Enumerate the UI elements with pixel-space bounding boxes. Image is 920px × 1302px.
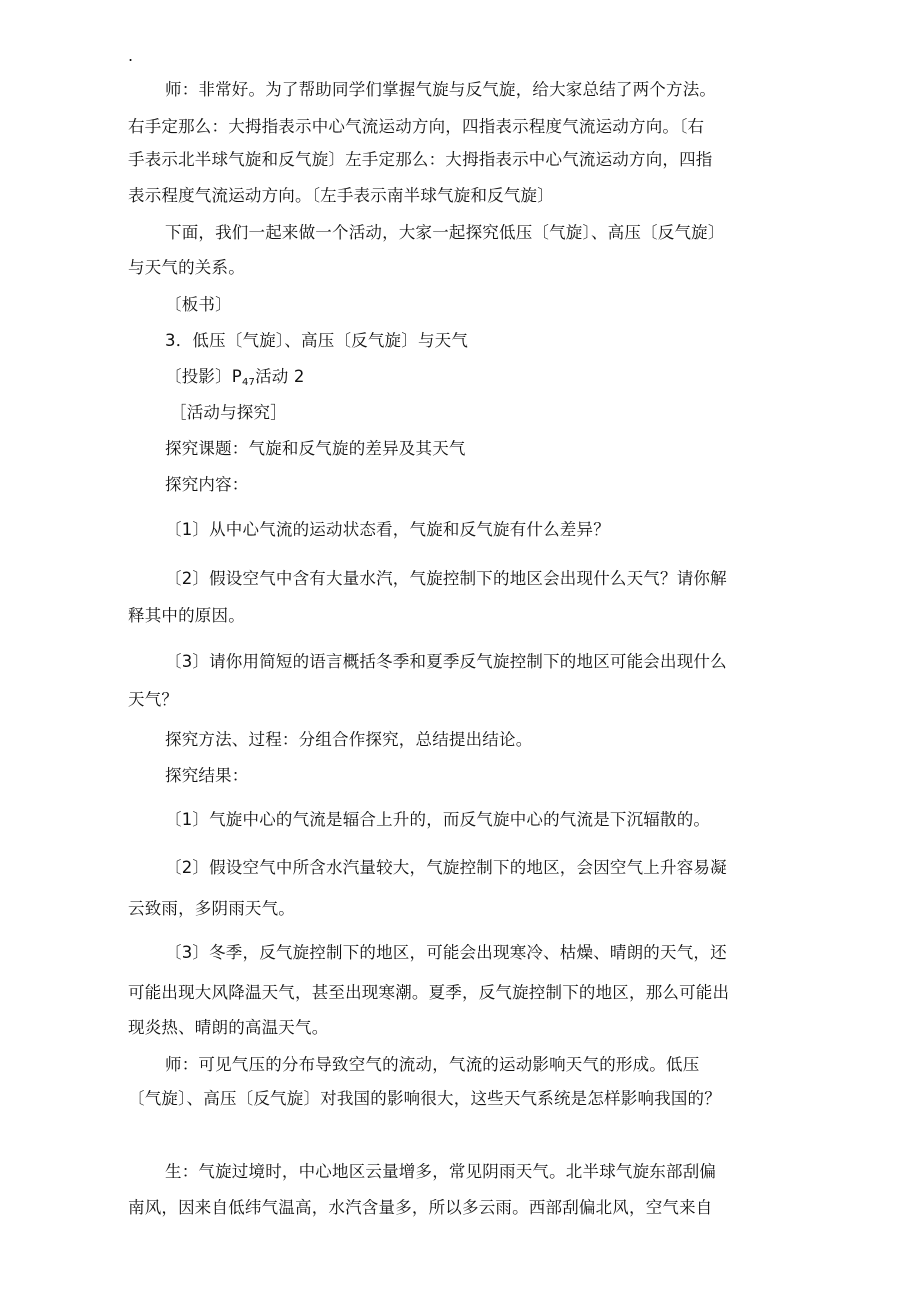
text-line: 〔气旋〕、高压〔反气旋〕对我国的影响很大，这些天气系统是怎样影响我国的？: [128, 1089, 721, 1108]
projection-activity: 活动 2: [255, 367, 305, 386]
text-line: 探究结果：: [165, 766, 249, 785]
result-item: 〔2〕假设空气中所含水汽量较大，气旋控制下的地区，会因空气上升容易凝: [165, 858, 727, 877]
text-line: 右手定那么：大拇指表示中心气流运动方向，四指表示程度气流运动方向。〔右: [128, 117, 705, 136]
text-line: 可能出现大风降温天气，甚至出现寒潮。夏季，反气旋控制下的地区，那么可能出: [128, 983, 730, 1002]
text-line: 手表示北半球气旋和反气旋〕左手定那么：大拇指表示中心气流运动方向，四指: [128, 150, 713, 169]
question-item: 〔2〕假设空气中含有大量水汽，气旋控制下的地区会出现什么天气？请你解: [165, 569, 727, 588]
text-line: 与天气的关系。: [128, 258, 245, 277]
page-subscript: 47: [241, 377, 256, 388]
projection-line: [165, 365, 305, 389]
text-line: 师：非常好。为了帮助同学们掌握气旋与反气旋，给大家总结了两个方法。: [165, 80, 717, 99]
text-line: 云致雨，多阴雨天气。: [128, 899, 295, 918]
text-line: 下面，我们一起来做一个活动，大家一起探究低压〔气旋〕、高压〔反气旋〕: [165, 223, 725, 242]
result-item: 〔1〕气旋中心的气流是辐合上升的，而反气旋中心的气流是下沉辐散的。: [165, 810, 711, 829]
activity-heading: ［活动与探究］: [170, 403, 287, 422]
text-line: 释其中的原因。: [128, 606, 245, 625]
question-item: 〔1〕从中心气流的运动状态看，气旋和反气旋有什么差异？: [165, 520, 610, 539]
question-item: 〔3〕请你用简短的语言概括冬季和夏季反气旋控制下的地区可能会出现什么: [165, 652, 727, 671]
text-line: 现炎热、晴朗的高温天气。: [128, 1018, 329, 1037]
text-line: 生：气旋过境时，中心地区云量增多，常见阴雨天气。北半球气旋东部刮偏: [165, 1162, 717, 1181]
text-line: 南风，因来自低纬气温高，水汽含量多，所以多云雨。西部刮偏北风，空气来自: [128, 1198, 713, 1217]
result-item: 〔3〕冬季，反气旋控制下的地区，可能会出现寒冷、枯燥、晴朗的天气，还: [165, 943, 727, 962]
text-line: 天气？: [128, 690, 179, 709]
text-line: 师：可见气压的分布导致空气的流动，气流的运动影响天气的形成。低压: [165, 1055, 700, 1074]
text-line: 探究课题：气旋和反气旋的差异及其天气: [165, 439, 466, 458]
projection-prefix: 〔投影〕P: [165, 367, 242, 386]
text-line: 探究内容：: [165, 475, 249, 494]
page-marker: .: [128, 46, 134, 65]
section-heading: 3．低压〔气旋〕、高压〔反气旋〕与天气: [165, 331, 469, 350]
text-line: 表示程度气流运动方向。〔左手表示南半球气旋和反气旋〕: [128, 186, 554, 205]
text-line: 探究方法、过程：分组合作探究，总结提出结论。: [165, 730, 533, 749]
board-note: 〔板书〕: [165, 295, 232, 314]
